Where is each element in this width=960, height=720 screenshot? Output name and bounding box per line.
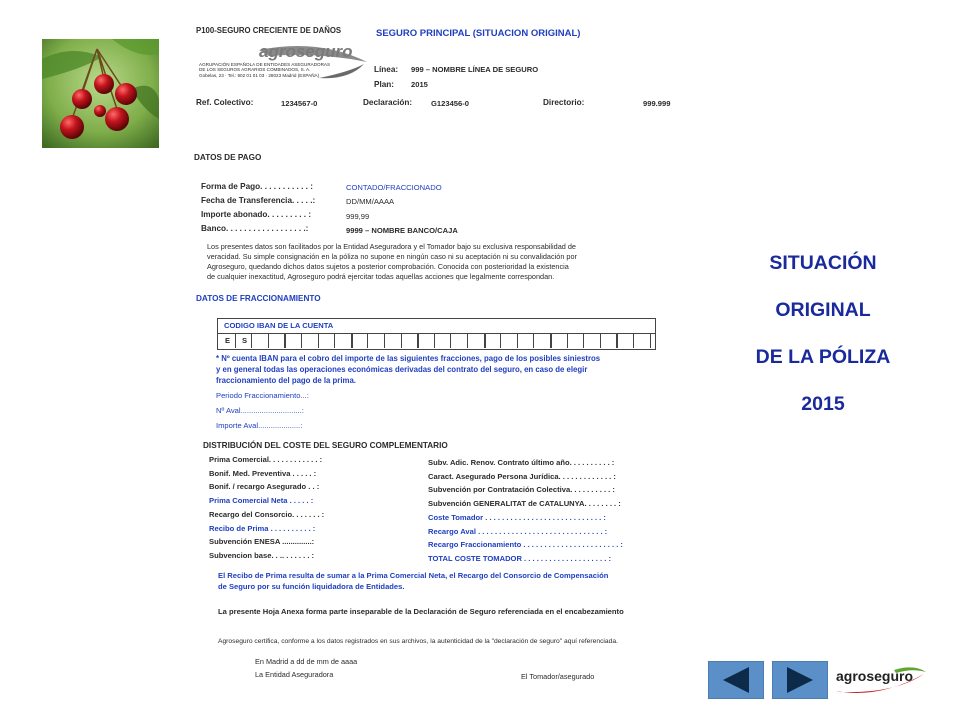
cherries-photo — [42, 39, 159, 148]
iban-digit-cell[interactable] — [567, 334, 585, 348]
iban-cells-row[interactable] — [218, 334, 655, 348]
distribucion-row: Subvención por Contratación Colectiva. . . . . . . . . . : — [428, 485, 615, 495]
distribucion-row: Recargo del Consorcio. . . . . . . : — [209, 509, 325, 519]
distribucion-title: DISTRIBUCIÓN DEL COSTE DEL SEGURO COMPLEMENTARIO — [203, 441, 448, 450]
importe-abonado-value: 999,99 — [346, 212, 370, 221]
entidad-aseguradora-label: La Entidad Aseguradora — [255, 670, 334, 679]
previous-button[interactable] — [708, 661, 764, 699]
iban-digit-cell[interactable] — [583, 334, 601, 348]
iban-digit-cell[interactable] — [500, 334, 518, 348]
iban-header-label: CODIGO IBAN DE LA CUENTA — [224, 321, 334, 330]
title-line-4: 2015 — [801, 393, 845, 415]
distribucion-row: Prima Comercial Neta . . . . . : — [209, 496, 314, 506]
numero-aval: Nº Aval.............................: — [216, 406, 304, 415]
disclaimer-line-4: de cualquier inexactitud, Agroseguro podrá ejercitar todas aquellas acciones que legalmente correspondan. — [207, 272, 555, 281]
iban-note-3: fraccionamiento del pago de la prima. — [216, 376, 356, 385]
ref-colectivo-value: 1234567-0 — [281, 99, 318, 108]
iban-digit-cell[interactable] — [367, 334, 385, 348]
iban-digit-cell[interactable] — [434, 334, 452, 348]
distribucion-row: Subv. Adic. Renov. Contrato último año. . . . . . . . . . : — [428, 458, 615, 467]
forma-pago-value: CONTADO/FRACCIONADO — [346, 183, 442, 192]
agroseguro-logo-text: agroseguro — [259, 42, 353, 61]
periodo-fraccionamiento: Periodo Fraccionamiento...: — [216, 391, 309, 400]
triangle-left-icon — [709, 662, 763, 698]
triangle-right-icon — [773, 662, 827, 698]
distribucion-row: Subvencion base. . .. . . . . . . : — [209, 550, 315, 560]
iban-prefix-s: S — [242, 336, 248, 345]
distribucion-row: Recibo de Prima . . . . . . . . . . : — [209, 523, 316, 533]
logo-subtitle-3: Gobelas, 23 · Tel.: 902 01 01 03 · 28023 Madrid (ESPAÑA) — [199, 73, 320, 78]
banco-value: 9999 – NOMBRE BANCO/CAJA — [346, 226, 458, 235]
distribucion-row: Caract. Asegurado Persona Jurídica. . . . . . . . . . . . . : — [428, 471, 616, 481]
distribucion-row: Subvención GENERALITAT de CATALUNYA. . . . . . . . : — [428, 499, 621, 509]
fraccionamiento-title: DATOS DE FRACCIONAMIENTO — [196, 294, 321, 303]
distribucion-row: Prima Comercial. . . . . . . . . . . . : — [209, 455, 323, 464]
agroseguro-footer-logo — [834, 662, 928, 700]
title-line-3: DE LA PÓLIZA — [755, 346, 891, 368]
distribucion-row: Subvención ENESA ..............: — [209, 537, 315, 547]
forma-pago-label: Forma de Pago. . . . . . . . . . . : — [201, 182, 313, 191]
distribucion-row: TOTAL COSTE TOMADOR . . . . . . . . . . . . . . . . . . . . : — [428, 553, 611, 563]
en-madrid-text: En Madrid a dd de mm de aaaa — [255, 657, 358, 666]
page-title — [728, 240, 918, 428]
declaracion-label: Declaración: — [363, 98, 413, 107]
logo-subtitle-1: AGRUPACIÓN ESPAÑOLA DE ENTIDADES ASEGURADORAS — [199, 62, 331, 67]
fecha-transferencia-label: Fecha de Transferencia. . . . .: — [201, 196, 316, 205]
iban-digit-cell[interactable] — [417, 334, 435, 348]
directorio-value: 999.999 — [643, 99, 671, 108]
distribucion-row: Recargo Fraccionamiento . . . . . . . . . . . . . . . . . . . . . . . : — [428, 540, 623, 550]
title-line-1: SITUACIÓN — [769, 252, 877, 274]
datos-pago-title: DATOS DE PAGO — [194, 153, 262, 162]
iban-digit-cell[interactable] — [550, 334, 568, 348]
plan-label: Plan: — [374, 80, 395, 89]
directorio-label: Directorio: — [543, 98, 585, 107]
disclaimer-line-2: veracidad. Su simple consignación en la póliza no supone en ningún caso ni su aceptación ni su convalidación por — [207, 252, 577, 261]
title-line-2: ORIGINAL — [775, 299, 871, 321]
iban-table — [217, 318, 656, 350]
iban-note-2: y en general todas las operaciones económicas derivadas del contrato del seguro, en caso de elegir — [216, 365, 588, 374]
footer-logo-text: agroseguro — [836, 668, 914, 684]
section-title: SEGURO PRINCIPAL (SITUACION ORIGINAL) — [376, 28, 581, 39]
fecha-transferencia-value: DD/MM/AAAA — [346, 197, 395, 206]
linea-value: 999 – NOMBRE LÍNEA DE SEGURO — [411, 65, 539, 74]
iban-digit-cell[interactable] — [301, 334, 319, 348]
iban-digit-cell[interactable] — [318, 334, 336, 348]
distribucion-row: Recargo Aval . . . . . . . . . . . . . . . . . . . . . . . . . . . . . . : — [428, 526, 608, 536]
policy-document — [185, 18, 690, 690]
iban-digit-cell[interactable] — [484, 334, 502, 348]
distribucion-row: Bonif. Med. Preventiva . . . . . : — [209, 468, 317, 478]
recibo-note-1: El Recibo de Prima resulta de sumar a la Prima Comercial Neta, el Recargo del Consorcio de Compensación — [218, 571, 609, 580]
distribucion-row: Coste Tomador . . . . . . . . . . . . . . . . . . . . . . . . . . . . : — [428, 512, 606, 522]
iban-digit-cell[interactable] — [384, 334, 402, 348]
iban-digit-cell[interactable] — [517, 334, 535, 348]
plan-value: 2015 — [411, 80, 428, 89]
iban-digit-cell[interactable] — [450, 334, 468, 348]
iban-header-row — [218, 319, 655, 334]
recibo-note-2: de Seguro por su función liquidadora de Entidades. — [218, 582, 405, 591]
tomador-label: El Tomador/asegurado — [521, 672, 595, 681]
next-button[interactable] — [772, 661, 828, 699]
linea-label: Línea: — [374, 65, 399, 74]
iban-digit-cell[interactable] — [616, 334, 634, 348]
importe-abonado-label: Importe abonado. . . . . . . . . : — [201, 210, 312, 219]
iban-note-1: * Nº cuenta IBAN para el cobro del importe de las siguientes fracciones, pago de los posibles siniestros — [216, 354, 601, 363]
importe-aval: Importe Aval....................: — [216, 421, 303, 430]
logo-subtitle-2: DE LOS SEGUROS AGRARIOS COMBINADOS, S. A. — [199, 67, 311, 72]
certifica-text: Agroseguro certifica, conforme a los datos registrados en sus archivos, la autenticidad de la "declaración de seguro" aquí referenciada. — [218, 638, 618, 645]
disclaimer-line-3: Agroseguro, quedando dichos datos sujetos a posterior comprobación. Conocida con posterioridad la existencia — [207, 262, 569, 271]
disclaimer-line-1: Los presentes datos son facilitados por la Entidad Aseguradora y el Tomador bajo su exclusiva responsabilidad de — [207, 242, 576, 251]
iban-digit-cell[interactable] — [633, 334, 651, 348]
iban-prefix-e: E — [225, 336, 231, 345]
ref-colectivo-label: Ref. Colectivo: — [196, 98, 254, 107]
anexa-note: La presente Hoja Anexa forma parte inseparable de la Declaración de Seguro referenciada en el encabezamiento — [218, 607, 624, 616]
banco-label: Banco. . . . . . . . . . . . . . . . . .: — [201, 224, 309, 233]
iban-digit-cell[interactable] — [251, 334, 269, 348]
distribucion-row: Bonif. / recargo Asegurado . . : — [209, 482, 320, 492]
product-name: P100-SEGURO CRECIENTE DE DAÑOS — [196, 26, 342, 35]
iban-digit-cell[interactable] — [351, 334, 369, 348]
iban-digit-cell[interactable] — [284, 334, 302, 348]
declaracion-value: G123456-0 — [431, 99, 469, 108]
